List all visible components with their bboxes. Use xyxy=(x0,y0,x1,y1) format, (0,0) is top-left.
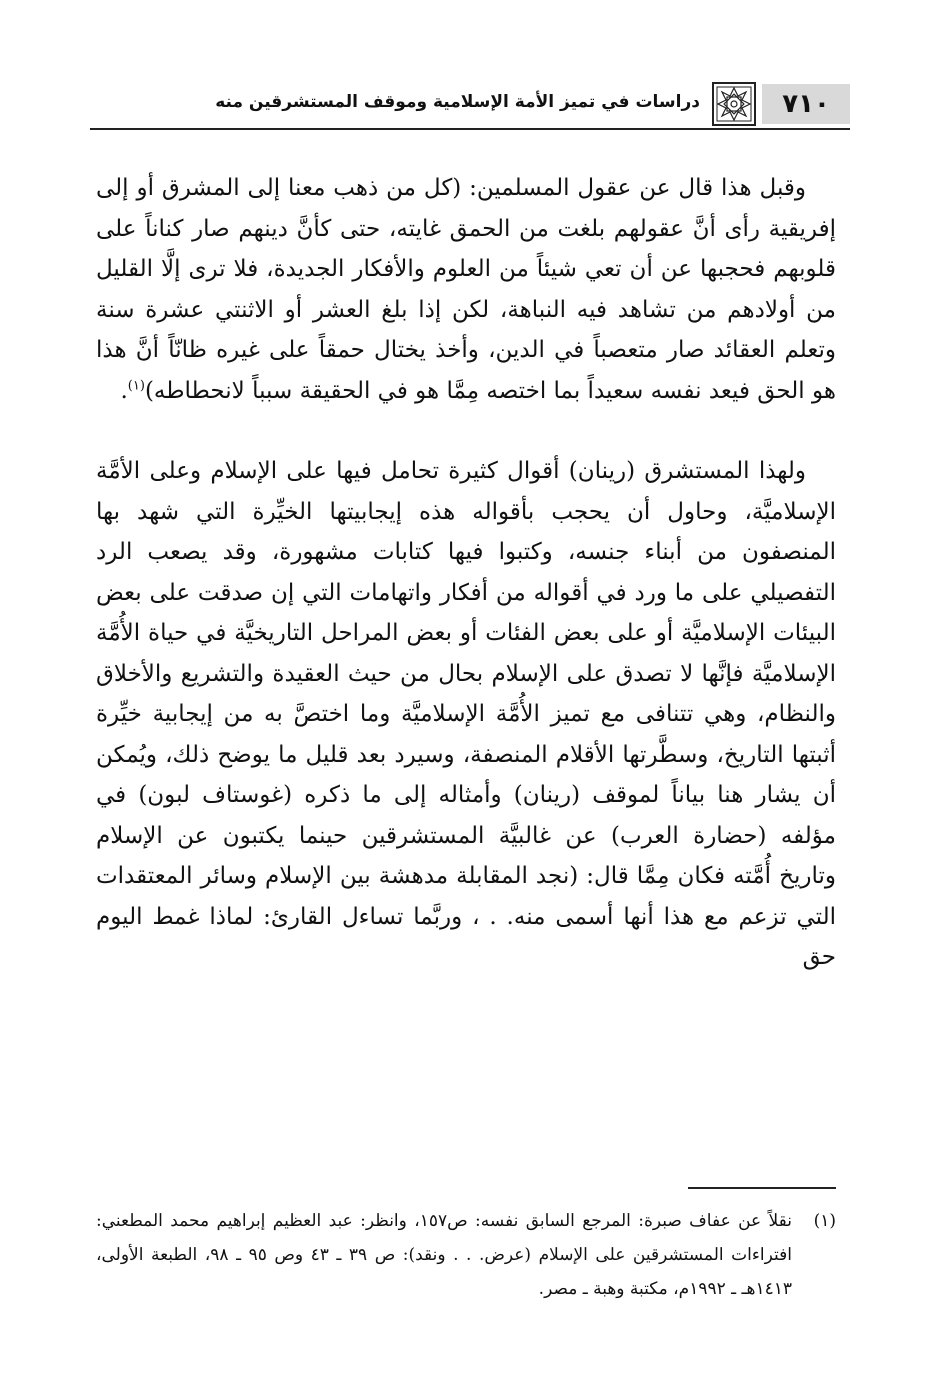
footnote-text: نقلاً عن عفاف صبرة: المرجع السابق نفسه: ص١٥٧، وانظر: عبد العظيم إبراهيم محمد المطعني: افتراءات المستشرقين على الإسلام (عرض. . . ونقد): ص ٣٩ ـ ٤٣ وص ٩٥ ـ ٩٨، الطبعة الأولى، ١٤١٣هـ ـ ١٩٩٢م، مكتبة وهبة ـ مصر. xyxy=(96,1211,792,1299)
paragraph-1 xyxy=(96,168,836,411)
page-number-text: ٧١٠ xyxy=(782,89,830,119)
footnotes xyxy=(96,1204,836,1306)
header-divider xyxy=(90,128,850,130)
footnote-1 xyxy=(96,1204,836,1306)
paragraph-2-text: ولهذا المستشرق (رينان) أقوال كثيرة تحامل فيها على الإسلام وعلى الأمَّة الإسلاميَّة، وحاول أن يحجب بأقواله هذه إيجابيتها الخيِّرة التي شهد بها المنصفون من أبناء جنسه، وكتبوا فيها كتابات مشهورة، وقد يصعب الرد التفصيلي على ما ورد في أقواله من أفكار واتهامات التي إن صدقت على بعض البيئات الإسلاميَّة أو على بعض الفئات أو بعض المراحل التاريخيَّة في حياة الأُمَّة الإسلاميَّة فإنَّها لا تصدق على الإسلام بحال من حيث العقيدة والتشريع والأخلاق والنظام، وهي تتنافى مع تميز الأُمَّة الإسلاميَّة وما اختصَّ به من إيجابية خيِّرة أثبتها التاريخ، وسطَّرتها الأقلام المنصفة، وسيرد بعد قليل ما يوضح ذلك، ويُمكن أن يشار هنا بياناً لموقف (رينان) وأمثاله إلى ما ذكره (غوستاف لبون) في مؤلفه (حضارة العرب) عن غالبيَّة المستشرقين حينما يكتبون عن الإسلام وتاريخ أُمَّته فكان مِمَّا قال: (نجد المقابلة مدهشة بين الإسلام وسائر المعتقدات التي تزعم مع هذا أنها أسمى منه. . ، وربَّما تساءل القارئ: لماذا غمط اليوم حق xyxy=(96,458,836,970)
footnote-reference-1: (١) xyxy=(127,377,145,393)
geometric-star-ornament-icon xyxy=(712,82,756,126)
paragraph-1-text: وقبل هذا قال عن عقول المسلمين: (كل من ذهب معنا إلى المشرق أو إلى إفريقية رأى أنَّ عقولهم بلغت من الحمق غايته، حتى كأنَّ دينهم صار كناناً على قلوبهم فحجبها عن أن تعي شيئاً من العلوم والأفكار الجديدة، فلا ترى إلَّا القليل من أولادهم من تشاهد فيه النباهة، لكن إذا بلغ العشر أو الاثنتي عشرة سنة وتعلم العقائد صار متعصباً في الدين، وأخذ يختال حمقاً على غيره ظانّاً أنَّ هذا هو الحق فيعد نفسه سعيداً بما اختصه مِمَّا هو في الحقيقة سبباً لانحطاطه) xyxy=(96,175,836,404)
paragraph-1-tail: . xyxy=(120,377,128,404)
footnote-divider xyxy=(688,1187,836,1189)
running-title: دراسات في تميز الأمة الإسلامية وموقف المستشرقين منه xyxy=(215,92,700,112)
footnote-number: (١) xyxy=(813,1211,836,1231)
main-text xyxy=(96,168,836,978)
paragraph-2 xyxy=(96,451,836,978)
page-number xyxy=(762,84,850,124)
page-header xyxy=(90,70,850,132)
